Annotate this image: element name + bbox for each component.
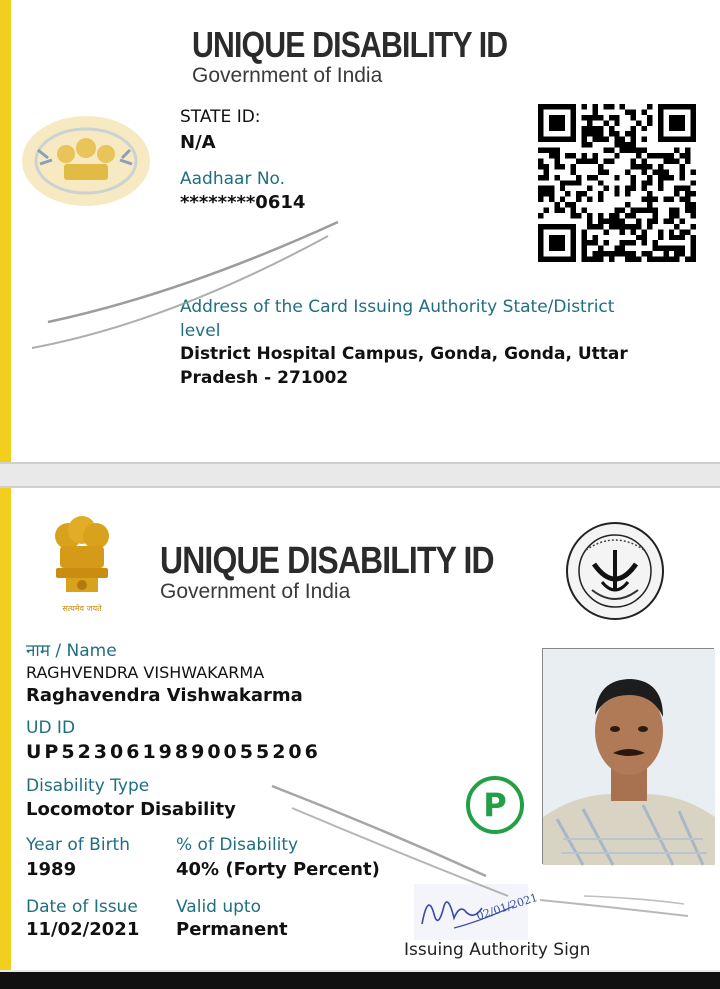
doi-label: Date of Issue (26, 897, 138, 917)
doi-value: 11/02/2021 (26, 919, 140, 940)
emblem-motto: सत्यमेव जयते (62, 604, 102, 613)
percent-label: % of Disability (176, 835, 299, 855)
aadhaar-label: Aadhaar No. (180, 169, 286, 189)
aadhaar-value: ********0614 (180, 192, 306, 213)
back-title: UNIQUE DISABILITY ID (192, 24, 508, 65)
yellow-strip-front (0, 488, 11, 970)
name-value: Raghavendra Vishwakarma (26, 685, 303, 706)
percent-value: 40% (Forty Percent) (176, 859, 380, 880)
address-label-line1: Address of the Card Issuing Authority State/District (180, 297, 615, 317)
yob-value: 1989 (26, 859, 77, 880)
yellow-strip (0, 0, 11, 462)
ashoka-emblem-icon (44, 514, 120, 618)
udid-label: UD ID (26, 718, 76, 738)
state-id-label: STATE ID: (180, 107, 261, 127)
faded-emblem-icon (18, 112, 154, 210)
valid-value: Permanent (176, 919, 288, 940)
yob-label: Year of Birth (26, 835, 131, 855)
front-title: UNIQUE DISABILITY ID (160, 540, 494, 582)
sign-label: Issuing Authority Sign (404, 940, 591, 960)
signature-icon (414, 884, 540, 940)
address-line1: District Hospital Campus, Gonda, Gonda, Uttar (180, 344, 628, 364)
state-id-value: N/A (180, 132, 216, 153)
p-badge-icon: P (466, 776, 524, 834)
disability-type-value: Locomotor Disability (26, 799, 236, 820)
front-subtitle: Government of India (160, 580, 351, 603)
back-subtitle: Government of India (192, 64, 383, 87)
qr-code-icon (538, 104, 696, 262)
name-label: नाम / Name (26, 641, 117, 661)
person-photo-icon (543, 649, 715, 865)
valid-label: Valid upto (176, 897, 261, 917)
svg-text:02/01/2021: 02/01/2021 (474, 890, 540, 923)
udid-value: UP5230619890055206 (26, 741, 321, 763)
address-line2: Pradesh - 271002 (180, 368, 349, 388)
disability-type-label: Disability Type (26, 776, 150, 796)
up-seal-icon (564, 520, 666, 622)
bottom-bar (0, 972, 720, 989)
name-hindi-line: RAGHVENDRA VISHWAKARMA (26, 663, 265, 682)
address-label-line2: level (180, 321, 221, 341)
photo (542, 648, 714, 864)
